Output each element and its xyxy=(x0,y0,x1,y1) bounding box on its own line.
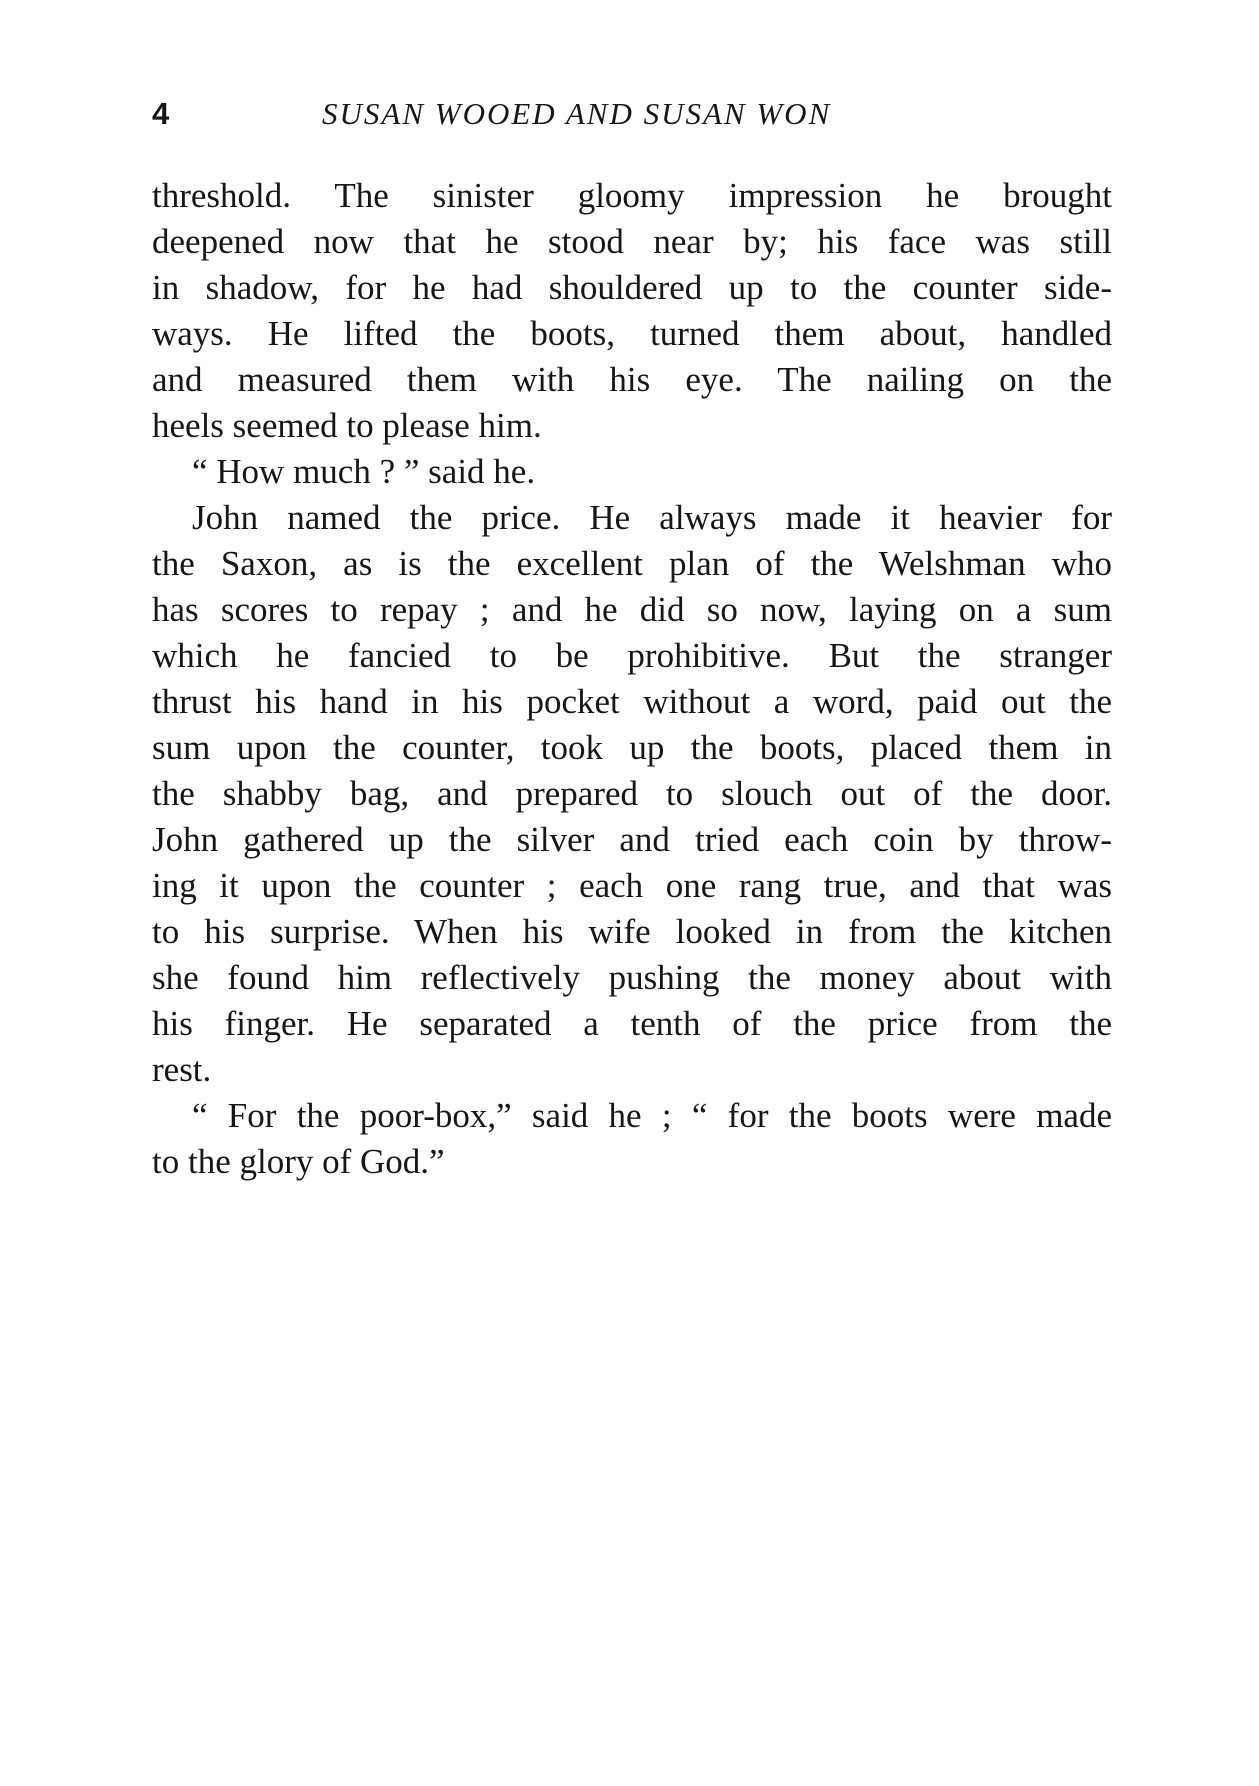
text-line: heels seemed to please him. xyxy=(152,406,542,445)
text-line: ways. He lifted the boots, turned them about, handled xyxy=(152,314,1112,353)
text-line: John named the price. He always made it heavier for xyxy=(192,498,1112,537)
page-number: 4 xyxy=(152,96,170,131)
text-line: she found him reflectively pushing the money about with xyxy=(152,958,1112,997)
text-line: and measured them with his eye. The nailing on the xyxy=(152,360,1112,399)
running-head xyxy=(152,96,1112,136)
text-line: which he fancied to be prohibitive. But the stranger xyxy=(152,636,1112,675)
text-line: ing it upon the counter ; each one rang true, and that was xyxy=(152,866,1112,905)
text-line: to his surprise. When his wife looked in from the kitchen xyxy=(152,912,1112,951)
body-text xyxy=(152,173,1112,1185)
text-line: John gathered up the silver and tried each coin by throw- xyxy=(152,820,1112,859)
text-line: in shadow, for he had shouldered up to the counter side- xyxy=(152,268,1112,307)
text-line: “ How much ? ” said he. xyxy=(192,452,536,491)
running-title: SUSAN WOOED AND SUSAN WON xyxy=(322,96,832,131)
text-line: deepened now that he stood near by; his face was still xyxy=(152,222,1112,261)
text-line: to the glory of God.” xyxy=(152,1142,445,1181)
text-line: rest. xyxy=(152,1050,212,1089)
text-line: the Saxon, as is the excellent plan of the Welshman who xyxy=(152,544,1112,583)
text-line: his finger. He separated a tenth of the price from the xyxy=(152,1004,1112,1043)
text-line: sum upon the counter, took up the boots, placed them in xyxy=(152,728,1112,767)
text-line: thrust his hand in his pocket without a word, paid out the xyxy=(152,682,1112,721)
text-line: threshold. The sinister gloomy impression he brought xyxy=(152,176,1112,215)
text-line: has scores to repay ; and he did so now, laying on a sum xyxy=(152,590,1112,629)
text-line: the shabby bag, and prepared to slouch out of the door. xyxy=(152,774,1112,813)
text-line: “ For the poor-box,” said he ; “ for the boots were made xyxy=(192,1096,1112,1135)
